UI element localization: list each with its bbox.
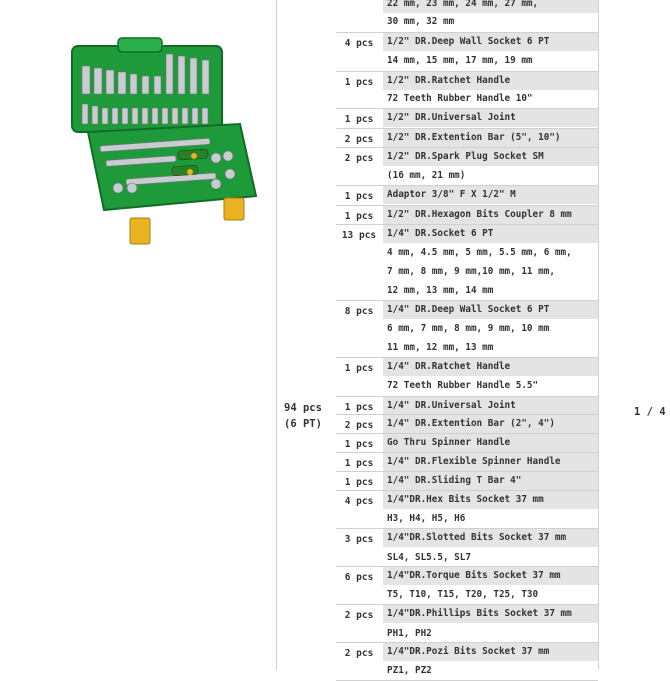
item-quantity: 4 pcs [344, 496, 374, 507]
item-name: 1/4" DR.Deep Wall Socket 6 PT [383, 301, 598, 319]
item-quantity: 8 pcs [344, 306, 374, 317]
item-name: 1/4" DR.Ratchet Handle [383, 358, 598, 376]
drive-ratio: 1 / 4 [634, 406, 666, 418]
item-detail: PH1, PH2 [387, 628, 432, 639]
item-quantity: 2 pcs [344, 134, 374, 145]
item-detail: 7 mm, 8 mm, 9 mm,10 mm, 11 mm, [387, 266, 555, 277]
item-detail: 6 mm, 7 mm, 8 mm, 9 mm, 10 mm [387, 323, 550, 334]
item-detail: T5, T10, T15, T20, T25, T30 [387, 589, 539, 600]
item-quantity: 3 pcs [344, 534, 374, 545]
item-detail: H3, H4, H5, H6 [387, 513, 466, 524]
column-divider [598, 0, 599, 670]
item-name: 1/2" DR.Ratchet Handle [383, 72, 598, 90]
item-name: 1/2" DR.Hexagon Bits Coupler 8 mm [383, 206, 598, 224]
item-name: 22 mm, 23 mm, 24 mm, 27 mm, [383, 0, 598, 13]
item-name: 1/4"DR.Torque Bits Socket 37 mm [383, 567, 598, 585]
item-name: 1/4"DR.Pozi Bits Socket 37 mm [383, 643, 598, 661]
item-quantity: 2 pcs [344, 610, 374, 621]
item-detail: SL4, SL5.5, SL7 [387, 552, 471, 563]
item-detail: 12 mm, 13 mm, 14 mm [387, 285, 494, 296]
item-name: 1/4" DR.Extention Bar (2", 4") [383, 415, 598, 433]
set-count [284, 400, 334, 432]
item-detail: 72 Teeth Rubber Handle 5.5" [387, 380, 539, 391]
item-name: 1/2" DR.Universal Joint [383, 109, 598, 127]
item-quantity: 1 pcs [344, 77, 374, 88]
item-quantity: 2 pcs [344, 420, 374, 431]
item-name: 1/2" DR.Spark Plug Socket SM [383, 148, 598, 166]
item-name: 1/4" DR.Flexible Spinner Handle [383, 453, 598, 471]
item-quantity: 13 pcs [341, 230, 377, 241]
item-quantity: 1 pcs [344, 458, 374, 469]
item-detail: 14 mm, 15 mm, 17 mm, 19 mm [387, 55, 533, 66]
item-quantity: 6 pcs [344, 572, 374, 583]
item-name: Go Thru Spinner Handle [383, 434, 598, 452]
item-name: 1/4"DR.Phillips Bits Socket 37 mm [383, 605, 598, 623]
column-divider [276, 0, 277, 670]
item-name: 1/2" DR.Deep Wall Socket 6 PT [383, 33, 598, 51]
item-quantity: 1 pcs [344, 477, 374, 488]
item-name: Adaptor 3/8" F X 1/2" M [383, 186, 598, 204]
item-name: 1/4" DR.Socket 6 PT [383, 225, 598, 243]
item-name: 1/2" DR.Extention Bar (5", 10") [383, 129, 598, 147]
item-detail: 11 mm, 12 mm, 13 mm [387, 342, 494, 353]
item-quantity: 1 pcs [344, 439, 374, 450]
item-name: 1/4"DR.Hex Bits Socket 37 mm [383, 491, 598, 509]
item-name: 1/4"DR.Slotted Bits Socket 37 mm [383, 529, 598, 547]
item-quantity: 1 pcs [344, 363, 374, 374]
product-photo [66, 28, 262, 252]
item-name: 1/4" DR.Universal Joint [383, 397, 598, 415]
item-quantity: 1 pcs [344, 402, 374, 413]
item-quantity: 2 pcs [344, 153, 374, 164]
item-quantity: 4 pcs [344, 38, 374, 49]
item-quantity: 1 pcs [344, 114, 374, 125]
item-detail: 4 mm, 4.5 mm, 5 mm, 5.5 mm, 6 mm, [387, 247, 572, 258]
item-name: 1/4" DR.Sliding T Bar 4" [383, 472, 598, 490]
item-detail: PZ1, PZ2 [387, 665, 432, 676]
item-detail: 30 mm, 32 mm [387, 16, 455, 27]
set-count-text: 94 pcs [284, 402, 322, 414]
item-quantity: 1 pcs [344, 191, 374, 202]
item-detail: (16 mm, 21 mm) [387, 170, 466, 181]
item-quantity: 1 pcs [344, 211, 374, 222]
item-detail: 72 Teeth Rubber Handle 10" [387, 93, 533, 104]
item-quantity: 2 pcs [344, 648, 374, 659]
set-type-text: (6 PT) [284, 418, 322, 430]
toolbox-case-icon [72, 38, 256, 244]
